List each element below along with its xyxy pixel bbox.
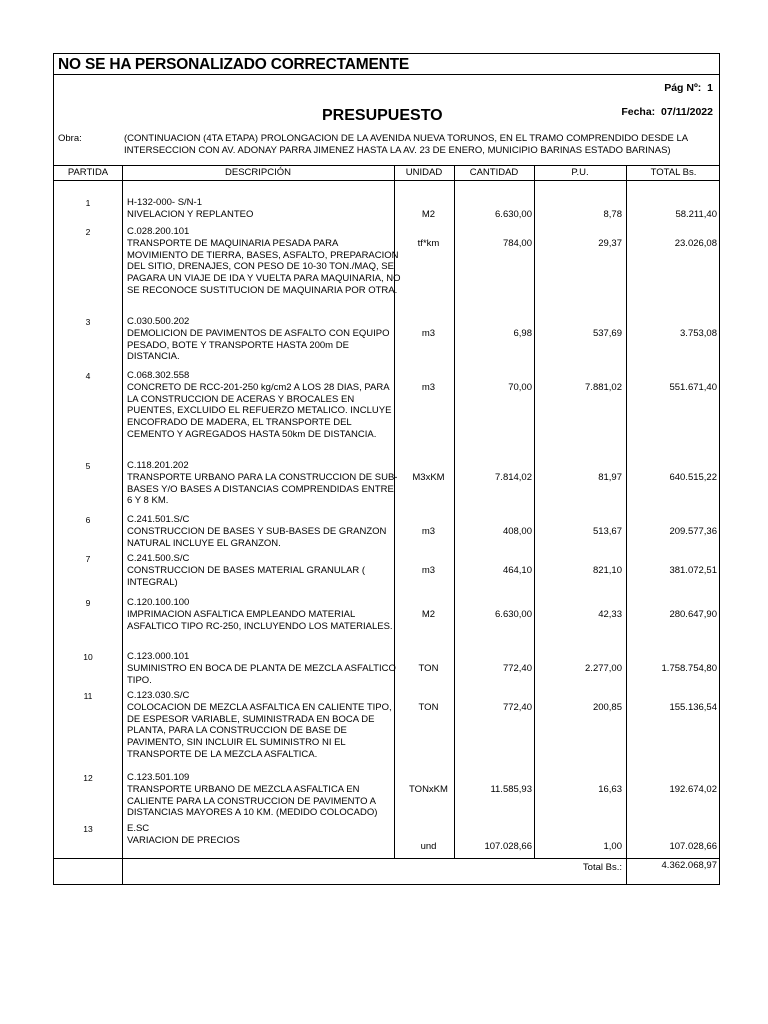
row-unidad: m3 bbox=[421, 328, 436, 339]
row-code: C.241.500.S/C bbox=[127, 553, 190, 564]
row-partida: 6 bbox=[85, 515, 91, 525]
page-value: 1 bbox=[707, 82, 713, 94]
row-pu: 16,63 bbox=[598, 784, 622, 795]
row-pu: 513,67 bbox=[592, 526, 622, 537]
total-value: 4.362.068,97 bbox=[661, 860, 717, 871]
page-label: Pág Nº: bbox=[664, 82, 702, 94]
row-partida: 5 bbox=[85, 461, 91, 471]
row-pu: 42,33 bbox=[598, 609, 622, 620]
row-unidad: und bbox=[420, 841, 437, 852]
row-description bbox=[127, 226, 401, 297]
row-partida: 3 bbox=[85, 317, 91, 327]
document-title: PRESUPUESTO bbox=[322, 107, 443, 124]
row-unidad: tf*km bbox=[417, 238, 440, 249]
row-cantidad: 7.814,02 bbox=[495, 472, 532, 483]
row-text: TRANSPORTE URBANO DE MEZCLA ASFALTICA EN CALIENTE PARA LA CONSTRUCCION DE PAVIMENTO A DISTANCIAS MAYORES A 10 KM. (MEDIDO COLOCADO) bbox=[127, 783, 378, 819]
row-description bbox=[127, 553, 401, 588]
row-unidad: TON bbox=[418, 663, 439, 674]
row-text: VARIACION DE PRECIOS bbox=[127, 834, 240, 846]
row-pu: 821,10 bbox=[592, 565, 622, 576]
row-pu: 8,78 bbox=[603, 209, 622, 220]
row-code: C.068.302.558 bbox=[127, 370, 190, 381]
row-cantidad: 772,40 bbox=[502, 663, 532, 674]
row-unidad: m3 bbox=[421, 382, 436, 393]
row-pu: 81,97 bbox=[598, 472, 622, 483]
row-pu: 1,00 bbox=[603, 841, 622, 852]
column-line bbox=[534, 165, 535, 858]
row-text: TRANSPORTE DE MAQUINARIA PESADA PARA MOVIMIENTO DE TIERRA, BASES, ASFALTO, PREPARACION DEL SITIO, DRENAJES, CON PESO DE 10-30 TON./MAQ, SE PAGARA UN VIAJE DE IDA Y VUELTA PARA MAQUINARIA, NO SE RECONOCE SUSTITUCION DE MAQUINARIA POR OTRA. bbox=[127, 237, 401, 296]
header-descripcion: DESCRIPCIÓN bbox=[225, 167, 291, 178]
row-cantidad: 784,00 bbox=[502, 238, 532, 249]
row-cantidad: 70,00 bbox=[508, 382, 532, 393]
row-pu: 29,37 bbox=[598, 238, 622, 249]
row-code: C.030.500.202 bbox=[127, 316, 190, 327]
date-value: 07/11/2022 bbox=[661, 106, 713, 118]
divider bbox=[54, 858, 719, 859]
header-partida: PARTIDA bbox=[67, 167, 109, 178]
row-description bbox=[127, 316, 401, 363]
row-description bbox=[127, 823, 401, 847]
budget-sheet bbox=[53, 53, 720, 885]
divider bbox=[54, 180, 719, 181]
row-pu: 200,85 bbox=[592, 702, 622, 713]
row-total: 107.028,66 bbox=[669, 841, 717, 852]
row-cantidad: 408,00 bbox=[502, 526, 532, 537]
row-total: 1.758.754,80 bbox=[661, 663, 717, 674]
row-description bbox=[127, 460, 401, 507]
row-pu: 2.277,00 bbox=[585, 663, 622, 674]
row-description bbox=[127, 197, 401, 221]
row-total: 640.515,22 bbox=[669, 472, 717, 483]
row-partida: 4 bbox=[85, 371, 91, 381]
row-text: CONSTRUCCION DE BASES MATERIAL GRANULAR ( INTEGRAL) bbox=[127, 564, 366, 588]
row-total: 155.136,54 bbox=[669, 702, 717, 713]
header-total: TOTAL Bs. bbox=[650, 167, 697, 178]
row-text: COLOCACION DE MEZCLA ASFALTICA EN CALIENTE TIPO, DE ESPESOR VARIABLE, SUMINISTRADA EN BOCA DE PLANTA, PARA LA CONSTRUCCION DE BASE DE PAVIMENTO, SIN INCLUIR EL SUMINISTRO NI EL TRANSPORTE DE LA MEZCLA ASFALTICA. bbox=[127, 701, 392, 760]
row-unidad: M3xKM bbox=[412, 472, 445, 483]
row-cantidad: 6.630,00 bbox=[495, 209, 532, 220]
row-description bbox=[127, 690, 401, 761]
row-text: CONSTRUCCION DE BASES Y SUB-BASES DE GRANZON NATURAL INCLUYE EL GRANZON. bbox=[127, 525, 387, 549]
row-total: 3.753,08 bbox=[680, 328, 717, 339]
row-text: TRANSPORTE URBANO PARA LA CONSTRUCCION DE SUB-BASES Y/O BASES A DISTANCIAS COMPRENDIDAS ENTRE 6 Y 8 KM. bbox=[127, 471, 398, 507]
company-name: NO SE HA PERSONALIZADO CORRECTAMENTE bbox=[58, 56, 410, 73]
row-unidad: M2 bbox=[421, 209, 436, 220]
row-description bbox=[127, 370, 401, 441]
row-code: C.123.501.109 bbox=[127, 772, 190, 783]
obra-description: (CONTINUACION (4TA ETAPA) PROLONGACION DE LA AVENIDA NUEVA TORUNOS, EN EL TRAMO COMPRENDIDO DESDE LA INTERSECCION CON AV. ADONAY PARRA JIMENEZ HASTA LA AV. 23 DE ENERO, MUNICIPIO BARINAS ESTADO BARINAS) bbox=[124, 133, 688, 156]
row-code: H-132-000- S/N-1 bbox=[127, 197, 202, 208]
row-cantidad: 11.585,93 bbox=[490, 784, 532, 795]
header-pu: P.U. bbox=[571, 167, 589, 178]
date bbox=[621, 106, 713, 118]
row-description bbox=[127, 514, 401, 549]
column-line bbox=[626, 165, 627, 885]
row-text: IMPRIMACION ASFALTICA EMPLEANDO MATERIAL ASFALTICO TIPO RC-250, INCLUYENDO LOS MATERIALES. bbox=[127, 608, 393, 632]
row-unidad: TON bbox=[418, 702, 439, 713]
row-code: C.028.200.101 bbox=[127, 226, 190, 237]
row-total: 280.647,90 bbox=[669, 609, 717, 620]
row-pu: 537,69 bbox=[592, 328, 622, 339]
row-description bbox=[127, 651, 401, 686]
row-code: E.SC bbox=[127, 823, 150, 834]
column-line bbox=[122, 165, 123, 885]
date-label: Fecha: bbox=[621, 106, 656, 118]
row-total: 23.026,08 bbox=[674, 238, 717, 249]
row-partida: 2 bbox=[85, 227, 91, 237]
row-pu: 7.881,02 bbox=[585, 382, 622, 393]
divider bbox=[54, 74, 719, 75]
header-cantidad: CANTIDAD bbox=[469, 167, 519, 178]
row-description bbox=[127, 597, 401, 632]
row-code: C.123.000.101 bbox=[127, 651, 190, 662]
row-cantidad: 6.630,00 bbox=[495, 609, 532, 620]
row-unidad: TONxKM bbox=[409, 784, 448, 795]
row-description bbox=[127, 772, 401, 819]
row-code: C.120.100.100 bbox=[127, 597, 190, 608]
row-partida: 11 bbox=[83, 691, 93, 701]
row-total: 58.211,40 bbox=[675, 209, 717, 220]
obra-label: Obra: bbox=[58, 133, 82, 144]
row-text: NIVELACION Y REPLANTEO bbox=[127, 208, 254, 220]
row-cantidad: 464,10 bbox=[502, 565, 532, 576]
row-total: 381.072,51 bbox=[669, 565, 717, 576]
header-unidad: UNIDAD bbox=[405, 167, 443, 178]
row-partida: 7 bbox=[85, 554, 91, 564]
row-partida: 12 bbox=[83, 773, 93, 783]
row-total: 192.674,02 bbox=[669, 784, 717, 795]
row-unidad: m3 bbox=[421, 526, 436, 537]
table-header bbox=[54, 165, 719, 180]
column-line bbox=[454, 165, 455, 858]
row-unidad: M2 bbox=[421, 609, 436, 620]
row-text: CONCRETO DE RCC-201-250 kg/cm2 A LOS 28 DIAS, PARA LA CONSTRUCCION DE ACERAS Y BROCALES EN PUENTES, EXCLUIDO EL REFUERZO METALICO. INCLUYE ENCOFRADO DE MADERA, EL TRANSPORTE DEL CEMENTO Y AGREGADOS HASTA 50km DE DISTANCIA. bbox=[127, 381, 392, 440]
row-text: DEMOLICION DE PAVIMENTOS DE ASFALTO CON EQUIPO PESADO, BOTE Y TRANSPORTE HASTA 200m DE DISTANCIA. bbox=[127, 327, 390, 363]
row-code: C.118.201.202 bbox=[127, 460, 189, 471]
row-cantidad: 107.028,66 bbox=[484, 841, 532, 852]
row-code: C.123.030.S/C bbox=[127, 690, 190, 701]
total-label: Total Bs.: bbox=[582, 862, 622, 873]
row-code: C.241.501.S/C bbox=[127, 514, 190, 525]
row-partida: 13 bbox=[83, 824, 93, 834]
row-cantidad: 6,98 bbox=[513, 328, 532, 339]
row-partida: 9 bbox=[85, 598, 91, 608]
row-total: 551.671,40 bbox=[669, 382, 717, 393]
page-number bbox=[664, 82, 713, 94]
row-unidad: m3 bbox=[421, 565, 436, 576]
row-text: SUMINISTRO EN BOCA DE PLANTA DE MEZCLA ASFALTICO TIPO. bbox=[127, 662, 396, 686]
row-partida: 10 bbox=[83, 652, 93, 662]
row-cantidad: 772,40 bbox=[502, 702, 532, 713]
row-total: 209.577,36 bbox=[669, 526, 717, 537]
row-partida: 1 bbox=[85, 198, 91, 208]
